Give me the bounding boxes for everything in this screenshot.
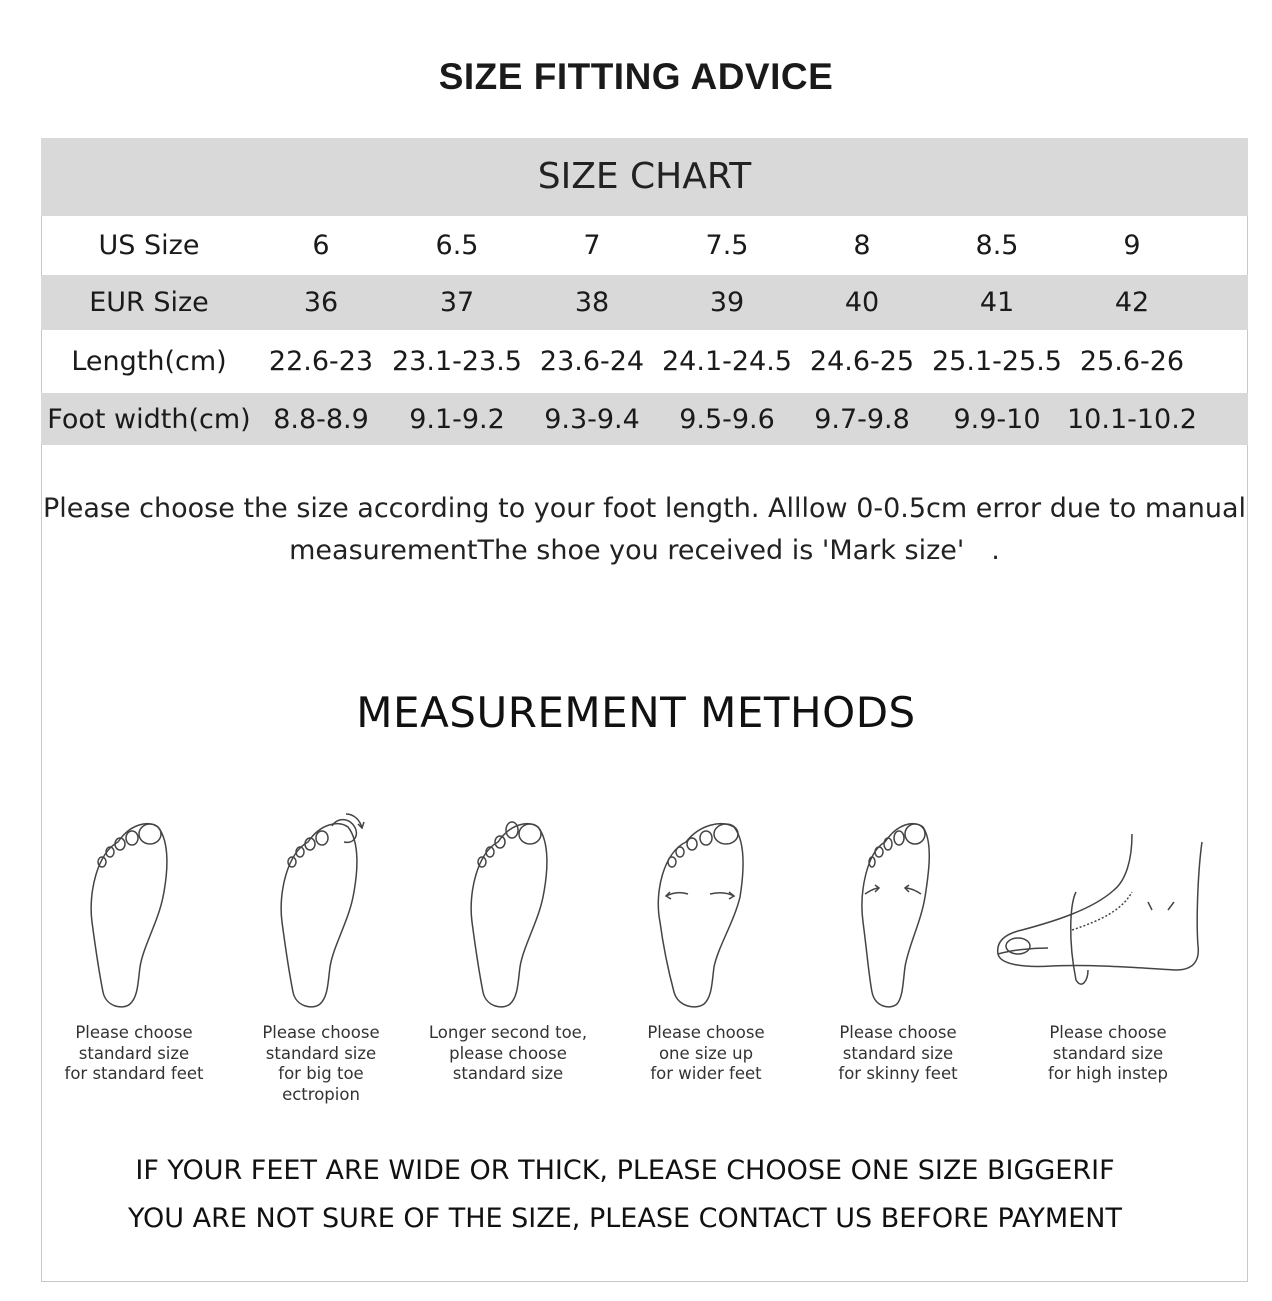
table-cell: 41 <box>979 287 1015 318</box>
table-cell: 9.3-9.4 <box>544 403 640 435</box>
table-cell: 25.1-25.5 <box>932 346 1062 377</box>
table-cell: 42 <box>1114 287 1150 318</box>
row-label: Foot width(cm) <box>47 403 251 435</box>
footer-advice-line: YOU ARE NOT SURE OF THE SIZE, PLEASE CONTACT US BEFORE PAYMENT <box>128 1203 1122 1234</box>
table-cell: 8.8-8.9 <box>273 403 369 435</box>
caption-skinny-feet <box>798 1023 998 1085</box>
table-cell: 7 <box>583 230 601 261</box>
table-row-length <box>41 330 1248 393</box>
table-cell: 24.1-24.5 <box>662 346 792 377</box>
table-cell: 39 <box>709 287 745 318</box>
table-cell: 37 <box>439 287 475 318</box>
caption-line: Longer second toe, <box>428 1023 588 1042</box>
wide-foot-icon <box>650 812 760 1012</box>
footer-advice-line: IF YOUR FEET ARE WIDE OR THICK, PLEASE CHOOSE ONE SIZE BIGGERIF <box>135 1155 1115 1186</box>
table-cell: 22.6-23 <box>268 346 374 377</box>
table-cell: 6 <box>312 230 330 261</box>
caption-line: ectropion <box>282 1084 360 1104</box>
caption-line: please choose <box>449 1043 567 1063</box>
page-title: SIZE FITTING ADVICE <box>438 56 834 97</box>
caption-line: for standard feet <box>64 1064 204 1083</box>
caption-big-toe <box>221 1023 421 1105</box>
size-chart-heading: SIZE CHART <box>41 138 1248 216</box>
row-label: Length(cm) <box>71 346 227 377</box>
high-instep-foot-icon <box>992 830 1207 1000</box>
row-label: US Size <box>98 230 200 261</box>
row-label: EUR Size <box>89 287 209 318</box>
caption-line: Please choose <box>839 1023 957 1042</box>
table-cell: 23.1-23.5 <box>392 346 522 377</box>
table-cell: 6.5 <box>435 230 479 261</box>
caption-line: for skinny feet <box>838 1064 958 1083</box>
caption-line: Please choose <box>262 1023 380 1042</box>
size-note-line: measurementThe shoe you received is 'Mark size' . <box>289 535 1000 566</box>
table-row-eur-size <box>41 275 1248 330</box>
table-cell: 36 <box>303 287 339 318</box>
caption-line: for big toe <box>278 1064 364 1083</box>
caption-high-instep <box>1008 1023 1208 1085</box>
table-cell: 9.7-9.8 <box>814 403 910 435</box>
table-cell: 9.1-9.2 <box>409 403 505 435</box>
caption-second-toe <box>408 1023 608 1085</box>
caption-wider-feet <box>606 1023 806 1085</box>
table-cell: 9 <box>1123 230 1141 261</box>
table-cell: 8 <box>853 230 871 261</box>
caption-line: for high instep <box>1048 1064 1168 1083</box>
measurement-heading: MEASUREMENT METHODS <box>356 688 916 737</box>
caption-line: for wider feet <box>650 1064 762 1083</box>
caption-line: Please choose <box>1049 1023 1167 1042</box>
standard-foot-icon <box>78 812 188 1012</box>
caption-line: one size up <box>658 1043 754 1063</box>
size-note-line: Please choose the size according to your foot length. Alllow 0-0.5cm error due to manual <box>42 493 1246 524</box>
caption-line: standard size <box>842 1043 954 1063</box>
table-row-foot-width <box>41 393 1248 445</box>
table-cell: 40 <box>844 287 880 318</box>
table-cell: 25.6-26 <box>1079 346 1185 377</box>
table-cell: 23.6-24 <box>539 346 645 377</box>
second-toe-foot-icon <box>458 812 568 1012</box>
table-cell: 24.6-25 <box>809 346 915 377</box>
caption-line: standard size <box>78 1043 190 1063</box>
table-cell: 38 <box>574 287 610 318</box>
skinny-foot-icon <box>845 812 955 1012</box>
table-cell: 10.1-10.2 <box>1067 403 1197 435</box>
big-toe-foot-icon <box>268 812 378 1012</box>
caption-line: Please choose <box>647 1023 765 1042</box>
size-note <box>41 488 1248 572</box>
table-cell: 9.9-10 <box>953 403 1041 435</box>
table-cell: 8.5 <box>975 230 1019 261</box>
caption-line: Please choose <box>75 1023 193 1042</box>
caption-line: standard size <box>1052 1043 1164 1063</box>
caption-standard-feet <box>34 1023 234 1085</box>
table-row-us-size <box>41 216 1248 275</box>
table-cell: 9.5-9.6 <box>679 403 775 435</box>
caption-line: standard size <box>452 1064 564 1083</box>
caption-line: standard size <box>265 1043 377 1063</box>
table-cell: 7.5 <box>705 230 749 261</box>
